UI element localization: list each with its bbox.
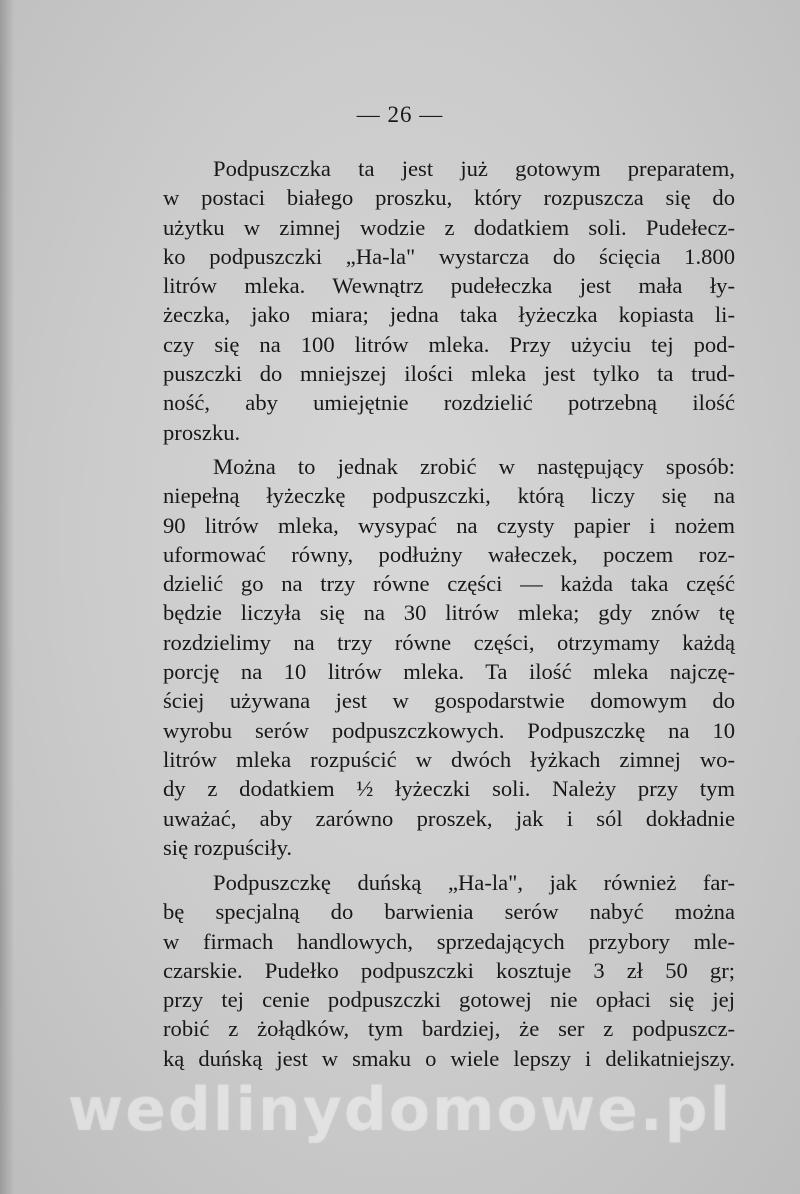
text-line: Podpuszczkę duńską „Ha-la", jak również far- xyxy=(213,870,735,895)
text-line: ściej używana jest w gospodarstwie domowym do xyxy=(163,688,735,714)
text-line: uważać, aby zarówno proszek, jak i sól dokładnie xyxy=(163,805,735,831)
text-line: porcję na 10 litrów mleka. Ta ilość mleka najczę- xyxy=(163,659,735,685)
text-line: 90 litrów mleka, wysypać na czysty papier i nożem xyxy=(163,512,735,538)
text-line: puszczki do mniejszej ilości mleka jest tylko ta trud- xyxy=(163,361,735,387)
paragraph-3 xyxy=(163,868,735,1073)
text-line: ką duńską jest w smaku o wiele lepszy i delikatniejszy. xyxy=(163,1045,735,1071)
text-line: proszku. xyxy=(163,419,241,445)
text-line: wyrobu serów podpuszczkowych. Podpuszczkę na 10 xyxy=(163,717,735,743)
text-line: się rozpuściły. xyxy=(163,834,293,860)
text-line: będzie liczyła się na 30 litrów mleka; gdy znów tę xyxy=(163,600,735,626)
text-line: Podpuszczka ta jest już gotowym preparatem, xyxy=(213,156,735,181)
text-line: robić z żołądków, tym bardziej, że ser z podpuszcz- xyxy=(163,1016,735,1042)
text-line: litrów mleka rozpuścić w dwóch łyżkach zimnej wo- xyxy=(163,746,735,772)
text-line: Można to jednak zrobić w następujący sposób: xyxy=(213,454,735,479)
paragraph-1 xyxy=(163,154,735,447)
paragraph-2 xyxy=(163,452,735,862)
text-line: litrów mleka. Wewnątrz pudełeczka jest mała ły- xyxy=(163,273,735,299)
text-line: dzielić go na trzy równe części — każda taka część xyxy=(163,571,735,597)
text-line: czy się na 100 litrów mleka. Przy użyciu tej pod- xyxy=(163,331,735,357)
text-line: uformować równy, podłużny wałeczek, poczem roz- xyxy=(163,541,735,567)
text-line: w firmach handlowych, sprzedających przybory mle- xyxy=(163,928,735,954)
page-number: — 26 — xyxy=(356,102,444,127)
text-line: bę specjalną do barwienia serów nabyć można xyxy=(163,899,735,925)
text-line: ność, aby umiejętnie rozdzielić potrzebną ilość xyxy=(163,390,735,416)
text-line: rozdzielimy na trzy równe części, otrzymamy każdą xyxy=(163,629,735,655)
text-line: niepełną łyżeczkę podpuszczki, którą liczy się na xyxy=(163,483,735,509)
text-line: przy tej cenie podpuszczki gotowej nie opłaci się jej xyxy=(163,987,735,1013)
text-line: żeczka, jako miara; jedna taka łyżeczka kopiasta li- xyxy=(163,302,735,328)
text-line: użytku w zimnej wodzie z dodatkiem soli. Pudełecz- xyxy=(163,214,735,240)
text-line: dy z dodatkiem ½ łyżeczki soli. Należy przy tym xyxy=(163,776,735,802)
text-line: ko podpuszczki „Ha-la" wystarcza do ścięcia 1.800 xyxy=(163,243,735,269)
text-line: czarskie. Pudełko podpuszczki kosztuje 3 zł 50 gr; xyxy=(163,957,735,983)
watermark: wedlinydomowe.pl xyxy=(67,1075,733,1145)
text-line: w postaci białego proszku, który rozpuszcza się do xyxy=(163,185,735,211)
